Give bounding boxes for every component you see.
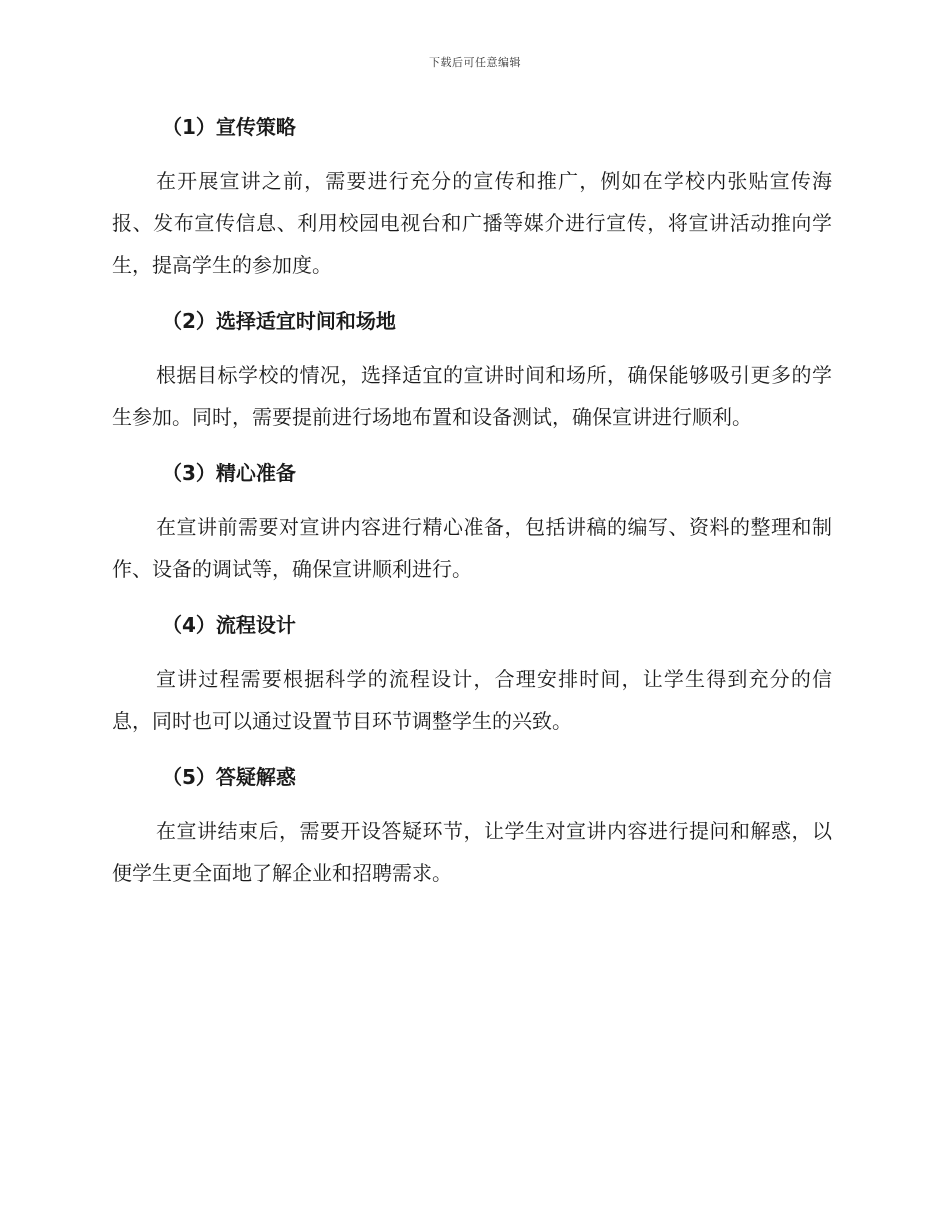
page-header: 下载后可任意编辑	[429, 56, 521, 69]
section-paragraph: 宣讲过程需要根据科学的流程设计，合理安排时间，让学生得到充分的信息，同时也可以通过设置节目环节调整学生的兴致。	[112, 667, 832, 733]
section-paragraph: 在宣讲前需要对宣讲内容进行精心准备，包括讲稿的编写、资料的整理和制作、设备的调试等，确保宣讲顺利进行。	[112, 515, 832, 581]
section-process-design	[112, 610, 832, 742]
section-heading: （1）宣传策略	[162, 115, 296, 139]
section-paragraph: 在开展宣讲之前，需要进行充分的宣传和推广，例如在学校内张贴宣传海报、发布宣传信息、利用校园电视台和广播等媒介进行宣传，将宣讲活动推向学生，提高学生的参加度。	[112, 169, 832, 277]
section-publicity-strategy	[112, 112, 832, 286]
section-paragraph: 根据目标学校的情况，选择适宜的宣讲时间和场所，确保能够吸引更多的学生参加。同时，需要提前进行场地布置和设备测试，确保宣讲进行顺利。	[112, 363, 832, 429]
section-heading: （3）精心准备	[162, 461, 296, 485]
section-time-venue	[112, 306, 832, 438]
section-heading: （5）答疑解惑	[162, 765, 296, 789]
section-heading: （2）选择适宜时间和场地	[162, 309, 396, 333]
section-qa	[112, 762, 832, 894]
section-preparation	[112, 458, 832, 590]
document-body	[112, 112, 832, 914]
section-heading: （4）流程设计	[162, 613, 296, 637]
section-paragraph: 在宣讲结束后，需要开设答疑环节，让学生对宣讲内容进行提问和解惑，以便学生更全面地了解企业和招聘需求。	[112, 819, 832, 885]
